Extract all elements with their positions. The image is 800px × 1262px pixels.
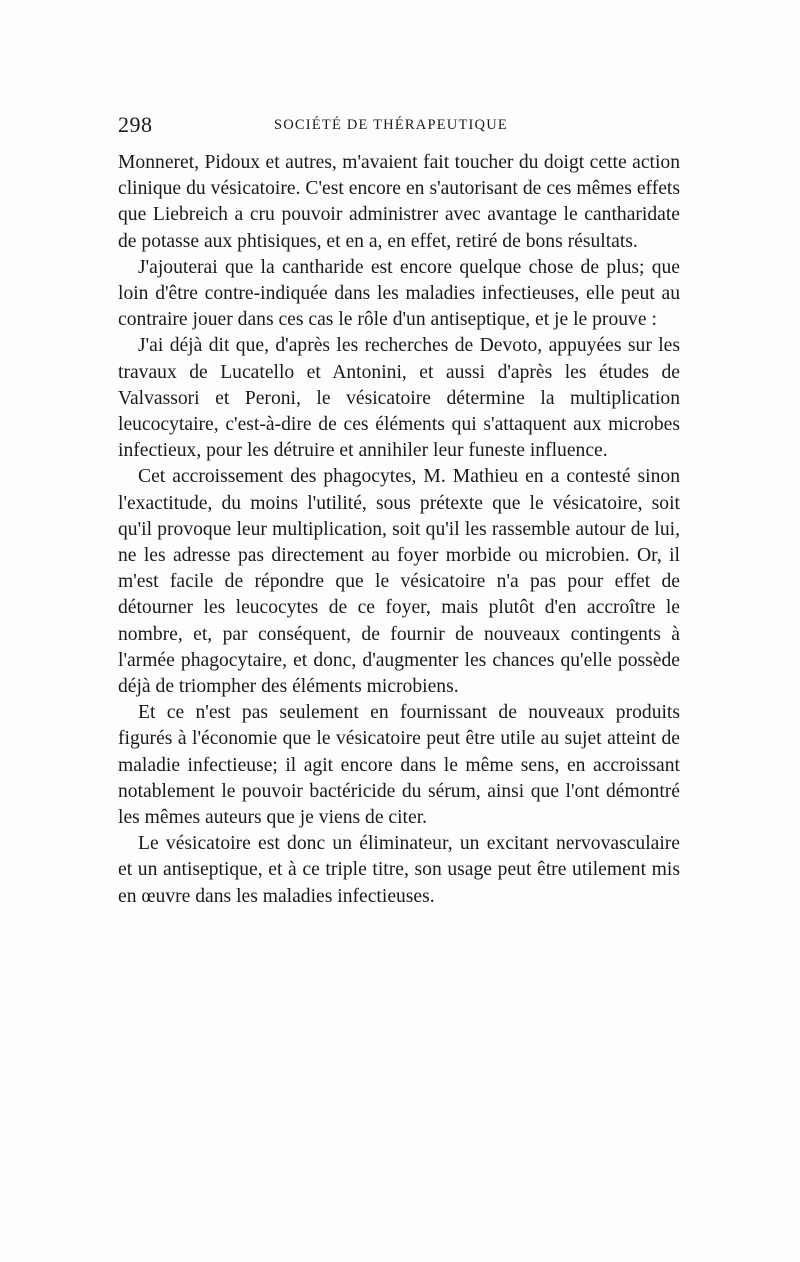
running-head: [118, 112, 680, 142]
body-text: [118, 150, 680, 910]
paragraph-2: J'ajouterai que la cantharide est encore quelque chose de plus; que loin d'être contre-indiquée dans les maladies infectieuses, elle peut au contraire jouer dans ces cas le rôle d'un antiseptique, et je le prouve :: [118, 256, 680, 331]
paragraph-6: Le vésicatoire est donc un éliminateur, un excitant nervovasculaire et un antiseptique, et à ce triple titre, son usage peut être utilement mis en œuvre dans les maladies infectieuses.: [118, 833, 680, 907]
paragraph-1: Monneret, Pidoux et autres, m'avaient fait toucher du doigt cette action clinique du vésicatoire. C'est encore en s'autorisant de ces mêmes effets que Liebreich a cru pouvoir administrer avec avantage le cantharidate de potasse aux phtisiques, et en a, en effet, retiré de bons résultats.: [118, 152, 680, 252]
paragraph-4: Cet accroissement des phagocytes, M. Mathieu en a contesté sinon l'exactitude, du moins l'utilité, sous prétexte que le vésicatoire, soit qu'il provoque leur multiplication, soit qu'il les rassemble autour de lui, ne les adresse pas directement au foyer morbide ou microbien. Or, il m'est facile de répondre que le vésicatoire n'a pas pour effet de détourner les leucocytes de ce foyer, mais plutôt d'en accroître le nombre, et, par conséquent, de fournir de nouveaux contingents à l'armée phagocytaire, et donc, d'augmenter les chances qu'elle possède déjà de triompher des éléments microbiens.: [118, 466, 680, 698]
paragraph-5: Et ce n'est pas seulement en fournissant de nouveaux produits figurés à l'économie que le vésicatoire peut être utile au sujet atteint de maladie infectieuse; il agit encore dans le même sens, en accroissant notablement le pouvoir bactéricide du sérum, ainsi que l'ont démontré les mêmes auteurs que je viens de citer.: [118, 702, 680, 829]
paragraph-3: J'ai déjà dit que, d'après les recherches de Devoto, appuyées sur les travaux de Lucatello et Antonini, et aussi d'après les études de Valvassori et Peroni, le vésicatoire détermine la multiplication leucocytaire, c'est-à-dire de ces éléments qui s'attaquent aux microbes infectieux, pour les détruire et annihiler leur funeste influence.: [118, 335, 680, 462]
page-number: 298: [118, 112, 153, 137]
running-head-title: SOCIÉTÉ DE THÉRAPEUTIQUE: [274, 117, 508, 133]
